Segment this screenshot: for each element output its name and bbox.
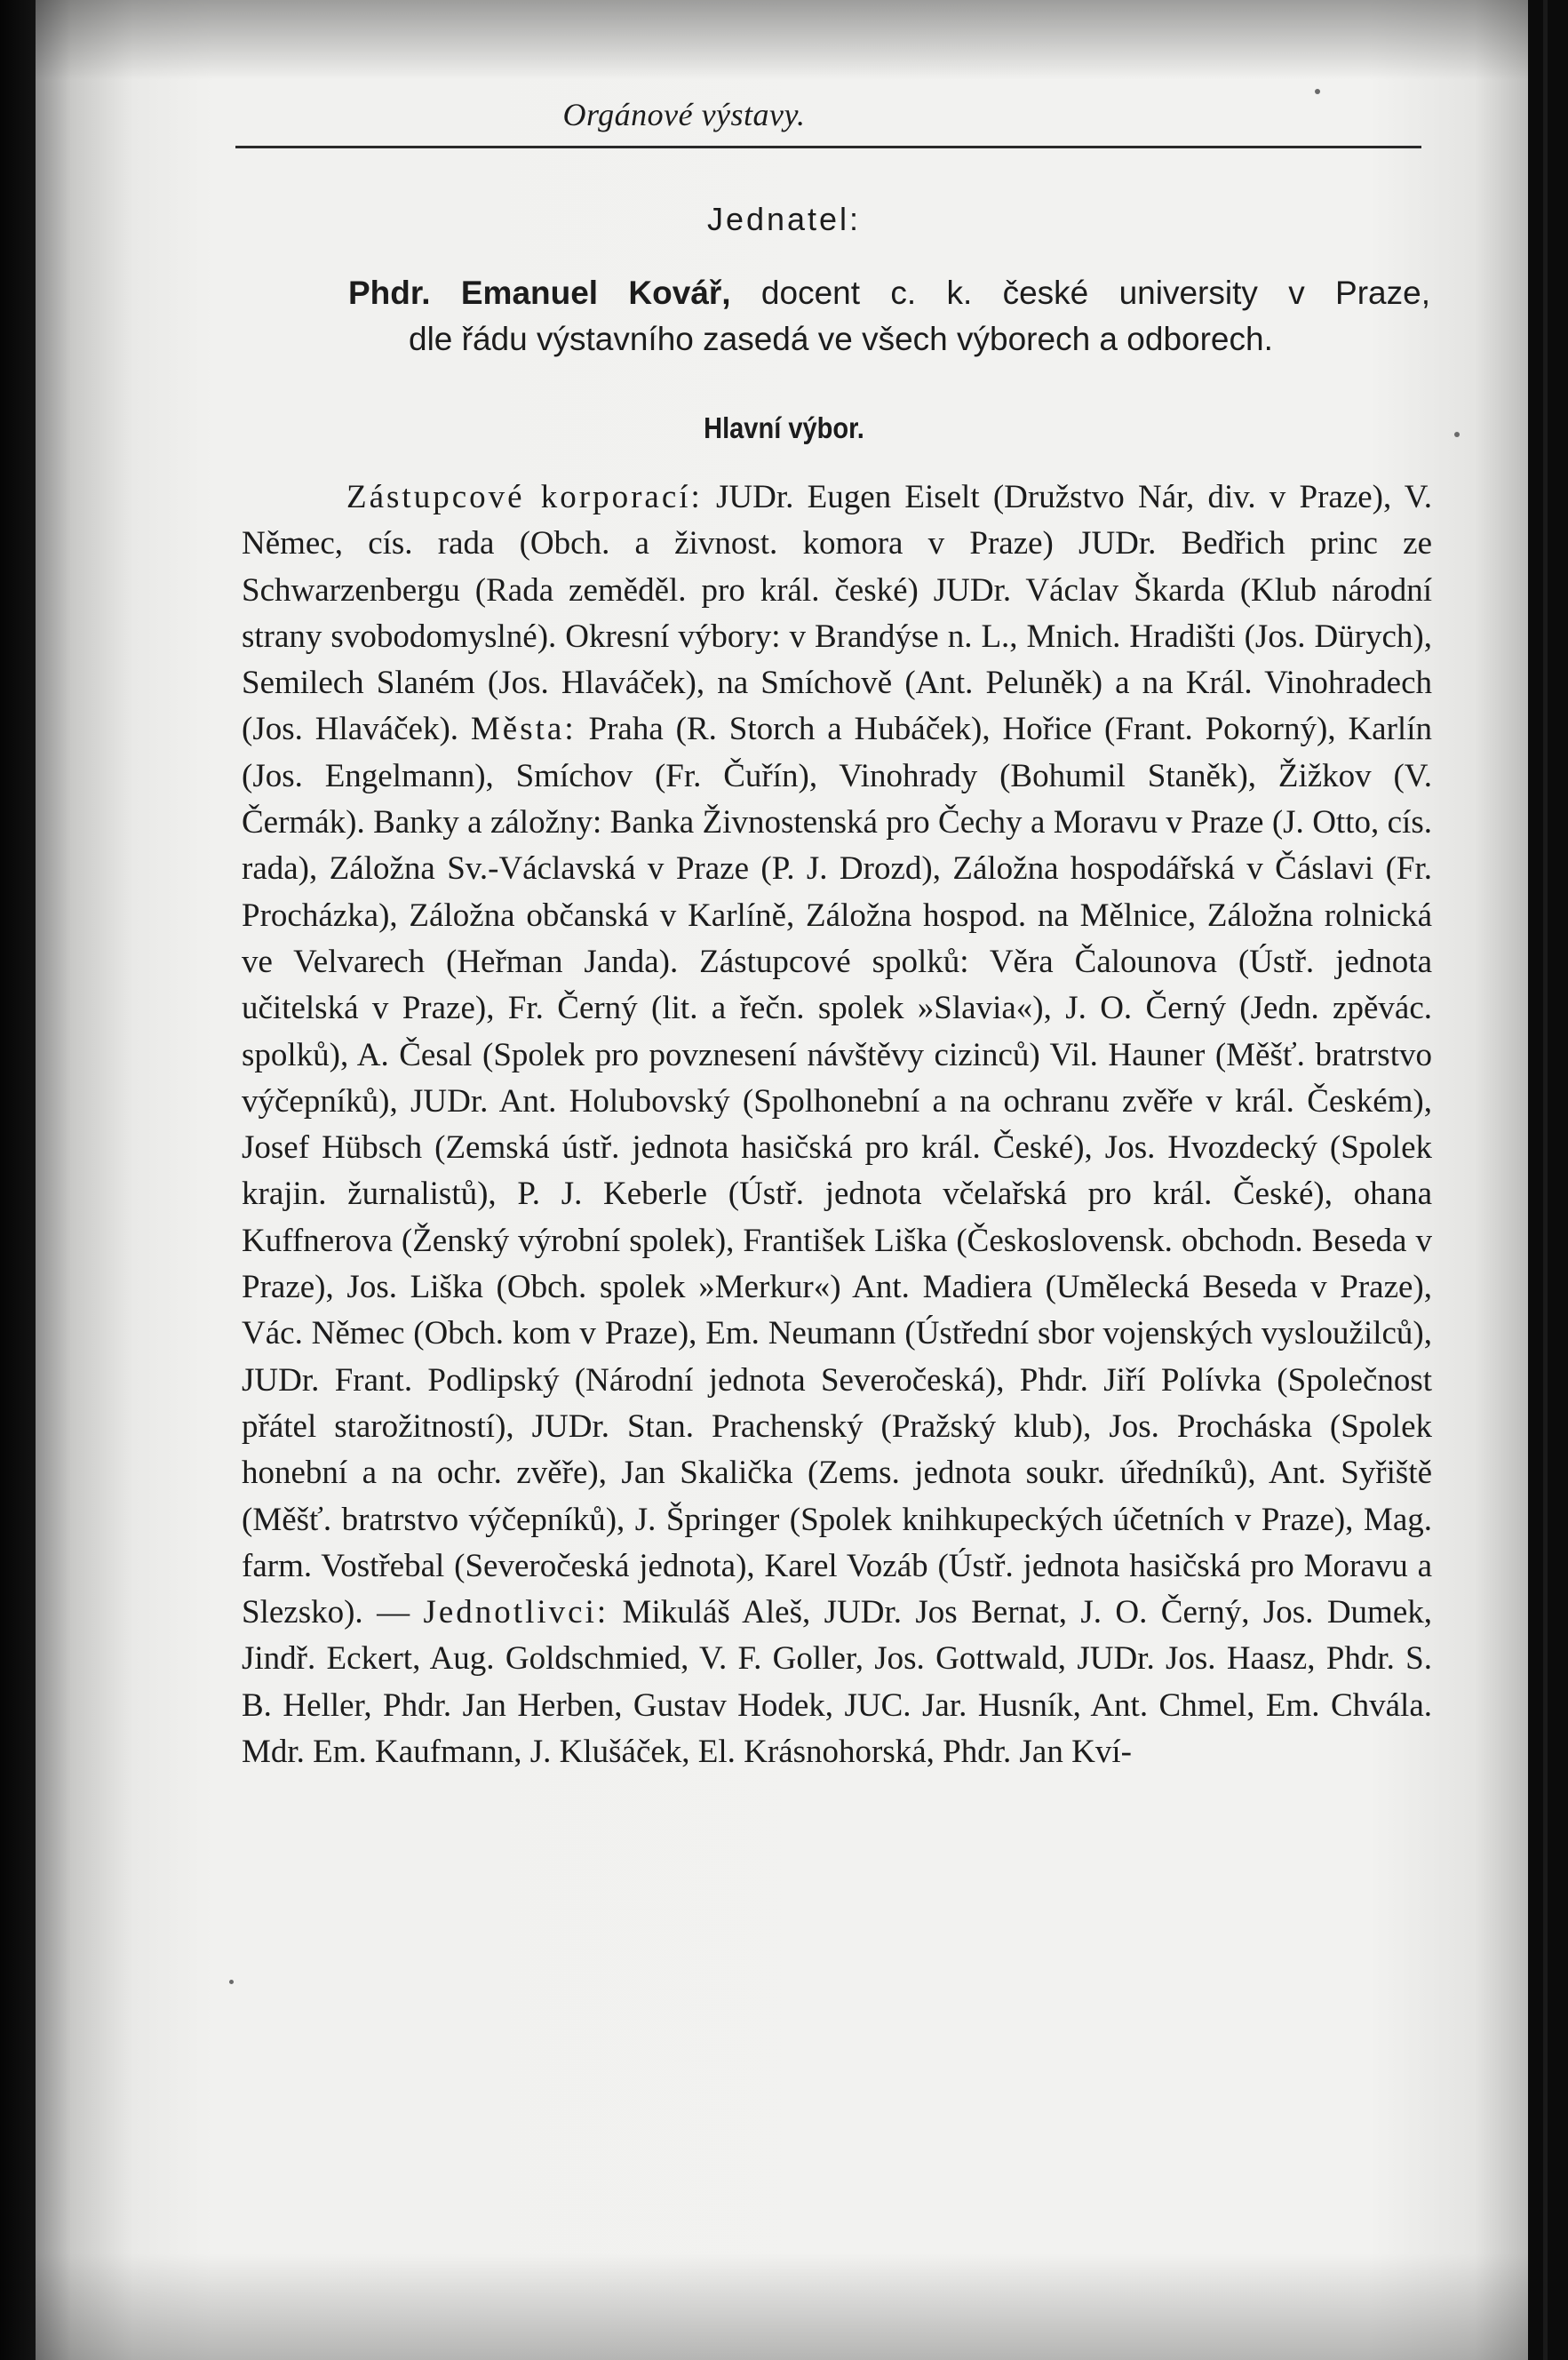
jednatel-line-1 — [240, 270, 1430, 316]
page-header-title: Orgánové výstavy. — [562, 97, 806, 132]
text-mesta: Praha (R. Storch a Hubáček), Hořice (Frant. Pokorný), Karlín (Jos. Engelmann), Smíchov (Fr. Čuřín), Vinohrady (Bohumil Staněk), Žižkov (V. Čermák). Banky a záložny: Banka Živnostenská pro Čechy a Moravu v Praze (J. Otto, cís. rada), Záložna Sv.-Václavská v Praze (P. J. Drozd), Záložna hospodářská v Čáslavi (Fr. Procházka), Záložna občanská v Karlíně, Záložna hospod. na Mělnice, Záložna rolnická ve Velvarech (Heřman Janda). Zástupcové spolků: Věra Čalounova (Ústř. jednota učitelská v Praze), Fr. Černý (lit. a řečn. spolek »Slavia«), J. O. Černý (Jedn. zpěvác. spolků), A. Česal (Spolek pro povznesení návštěvy cizinců) Vil. Hauner (Měšť. bratrstvo výčepníků), JUDr. Ant. Holubovský (Spolhonební a na ochranu zvěře v král. Českém), Josef Hübsch (Zemská ústř. jednota hasičská pro král. České), Jos. Hvozdecký (Spolek krajin. žurnalistů), P. J. Keberle (Ústř. jednota včelařská pro král. České), ohana Kuffnerova (Ženský výrobní spolek), František Liška (Československ. obchodn. Beseda v Praze), Jos. Liška (Obch. spolek »Merkur«) Ant. Madiera (Umělecká Beseda v Praze), Vác. Němec (Obch. kom v Praze), Em. Neumann (Ústřední sbor vojenských vysloužilců), JUDr. Frant. Podlipský (Národní jednota Severočeská), Phdr. Jiří Polívka (Společnost přátel starožitností), JUDr. Stan. Prachenský (Pražský klub), Jos. Procháska (Spolek honební a na ochr. zvěře), Jan Skalička (Zems. jednota soukr. úředníků), Ant. Syřiště (Měšť. bratrstvo výčepníků), J. Špringer (Spolek knihkupeckých účetních v Praze), Mag. farm. Vostřebal (Severočeská jednota), Karel Vozáb (Ústř. jednota hasičská pro Moravu a Slezsko). — — [242, 711, 1432, 1631]
header-rule — [235, 146, 1421, 148]
label-jednotlivci: Jednotlivci: — [423, 1594, 609, 1631]
jednatel-name: Phdr. Emanuel Kovář, — [348, 275, 731, 311]
paragraph-indent — [242, 479, 346, 515]
label-zastupcove-korporaci: Zástupcové korporací: — [346, 479, 703, 515]
scan-speck — [1315, 89, 1320, 94]
section-heading-hlavni-vybor: Hlavní výbor. — [704, 411, 864, 444]
text-jednotlivci: Mikuláš Aleš, JUDr. Jos Bernat, J. O. Černý, Jos. Dumek, Jindř. Eckert, Aug. Goldschmied, V. F. Goller, Jos. Gottwald, JUDr. Jos. Haasz, Phdr. S. B. Heller, Phdr. Jan Herben, Gustav Hodek, JUC. Jar. Husník, Ant. Chmel, Em. Chvála. Mdr. Em. Kaufmann, J. Klušáček, El. Krásnohorská, Phdr. Jan Kví- — [242, 1594, 1432, 1771]
jednatel-title: docent c. k. české university v Praze, — [730, 275, 1430, 311]
jednatel-paragraph — [240, 270, 1430, 363]
section-heading-jednatel: Jednatel: — [706, 201, 862, 237]
text-korporace: JUDr. Eugen Eiselt (Družstvo Nár, div. v Praze), V. Němec, cís. rada (Obch. a živnost. komora v Praze) JUDr. Bedřich princ ze Schwarzenbergu (Rada zeměděl. pro král. české) JUDr. Václav Škarda (Klub národní strany svobodomyslné). Okresní výbory: v Brandýse n. L., Mnich. Hradišti (Jos. Dürych), Semilech Slaném (Jos. Hlaváček), na Smíchově (Ant. Peluněk) a na Král. Vinohradech (Jos. Hlaváček). — [242, 479, 1433, 748]
jednatel-line-2: dle řádu výstavního zasedá ve všech výborech a odborech. — [409, 321, 1273, 357]
page-margin-rule — [1543, 0, 1548, 2360]
label-mesta: Města: — [470, 711, 577, 748]
page-shadow-top — [36, 0, 1528, 80]
scan-speck — [229, 1980, 234, 1984]
page-shadow-bottom — [36, 2253, 1528, 2360]
hlavni-vybor-paragraph — [242, 474, 1432, 1775]
